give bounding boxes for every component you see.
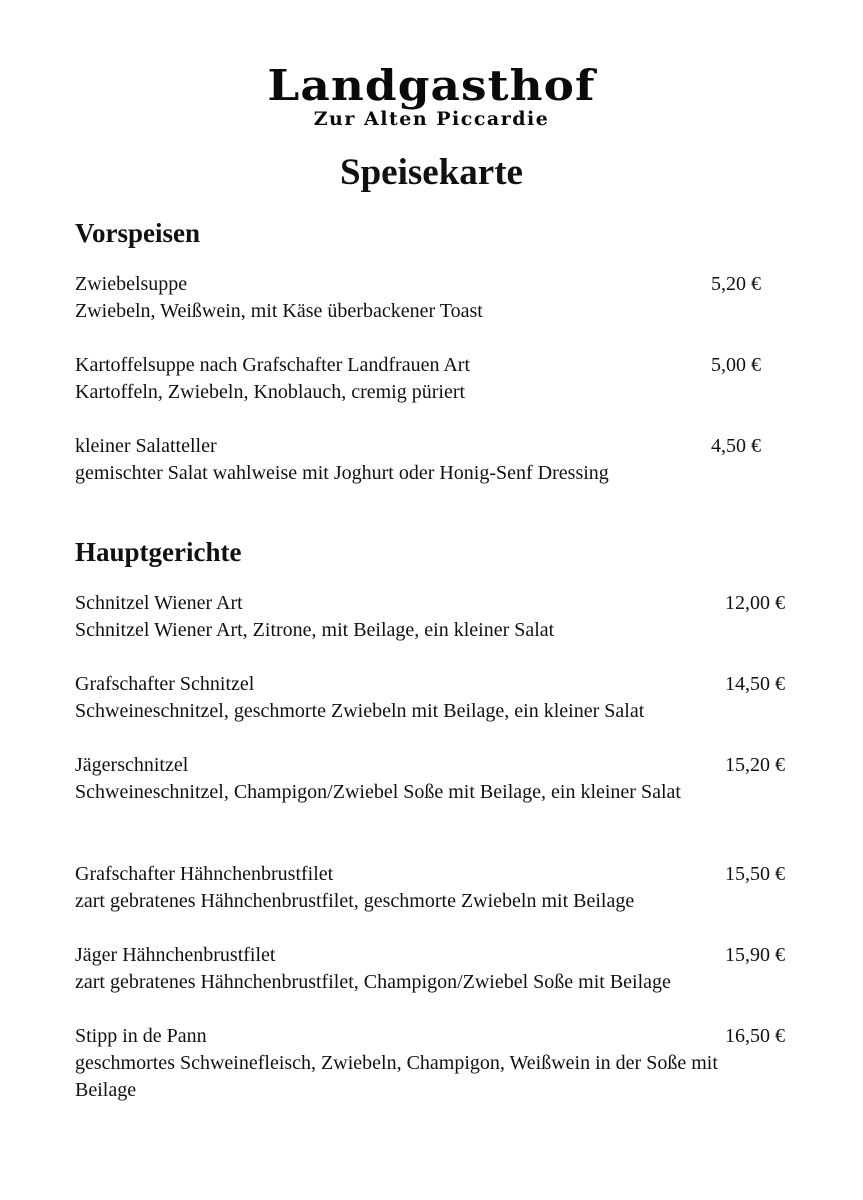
- item-name: Zwiebelsuppe: [75, 273, 188, 295]
- menu-item: [75, 352, 785, 406]
- item-price: 15,90 €: [725, 944, 785, 966]
- item-description: gemischter Salat wahlweise mit Joghurt oder Honig-Senf Dressing: [75, 462, 609, 484]
- item-name: Grafschafter Schnitzel: [75, 673, 255, 695]
- item-description: Kartoffeln, Zwiebeln, Knoblauch, cremig püriert: [75, 381, 466, 403]
- menu-item: [75, 590, 785, 644]
- item-description: Schweineschnitzel, geschmorte Zwiebeln mit Beilage, ein kleiner Salat: [75, 700, 645, 722]
- item-price: 15,20 €: [725, 754, 785, 776]
- item-name: kleiner Salatteller: [75, 435, 217, 457]
- item-description: zart gebratenes Hähnchenbrustfilet, geschmorte Zwiebeln mit Beilage: [75, 890, 635, 912]
- item-description: Schweineschnitzel, Champigon/Zwiebel Soße mit Beilage, ein kleiner Salat: [75, 781, 681, 803]
- logo-sub-text: Zur Alten Piccardie: [313, 108, 550, 130]
- item-price: 12,00 €: [725, 592, 785, 614]
- menu-item: [75, 271, 785, 325]
- menu-item: [75, 671, 785, 725]
- item-name: Jägerschnitzel: [75, 754, 189, 776]
- item-name: Jäger Hähnchenbrustfilet: [75, 944, 276, 966]
- item-price: 16,50 €: [725, 1025, 785, 1047]
- menu-item: [75, 1023, 785, 1104]
- page-title: Speisekarte: [340, 152, 523, 193]
- item-price: 15,50 €: [725, 863, 785, 885]
- item-description: Schnitzel Wiener Art, Zitrone, mit Beilage, ein kleiner Salat: [75, 619, 555, 641]
- item-description: geschmortes Schweinefleisch, Zwiebeln, Champigon, Weißwein in der Soße mit Beilage: [75, 1052, 718, 1101]
- menu-item: [75, 861, 785, 915]
- item-description: Zwiebeln, Weißwein, mit Käse überbackener Toast: [75, 300, 483, 322]
- menu-item: [75, 752, 785, 806]
- section-heading-vorspeisen: Vorspeisen: [75, 218, 201, 248]
- restaurant-logo: [0, 62, 863, 130]
- item-description: zart gebratenes Hähnchenbrustfilet, Champigon/Zwiebel Soße mit Beilage: [75, 971, 671, 993]
- item-price: 4,50 €: [711, 435, 761, 457]
- item-price: 5,20 €: [711, 273, 761, 295]
- section-heading-hauptgerichte: Hauptgerichte: [75, 537, 242, 567]
- item-name: Kartoffelsuppe nach Grafschafter Landfrauen Art: [75, 354, 470, 376]
- menu-item: [75, 942, 785, 996]
- item-price: 5,00 €: [711, 354, 761, 376]
- logo-main-text: Landgasthof: [267, 61, 596, 110]
- menu-item: [75, 433, 785, 487]
- item-name: Stipp in de Pann: [75, 1025, 207, 1047]
- item-name: Grafschafter Hähnchenbrustfilet: [75, 863, 334, 885]
- item-price: 14,50 €: [725, 673, 785, 695]
- item-name: Schnitzel Wiener Art: [75, 592, 243, 614]
